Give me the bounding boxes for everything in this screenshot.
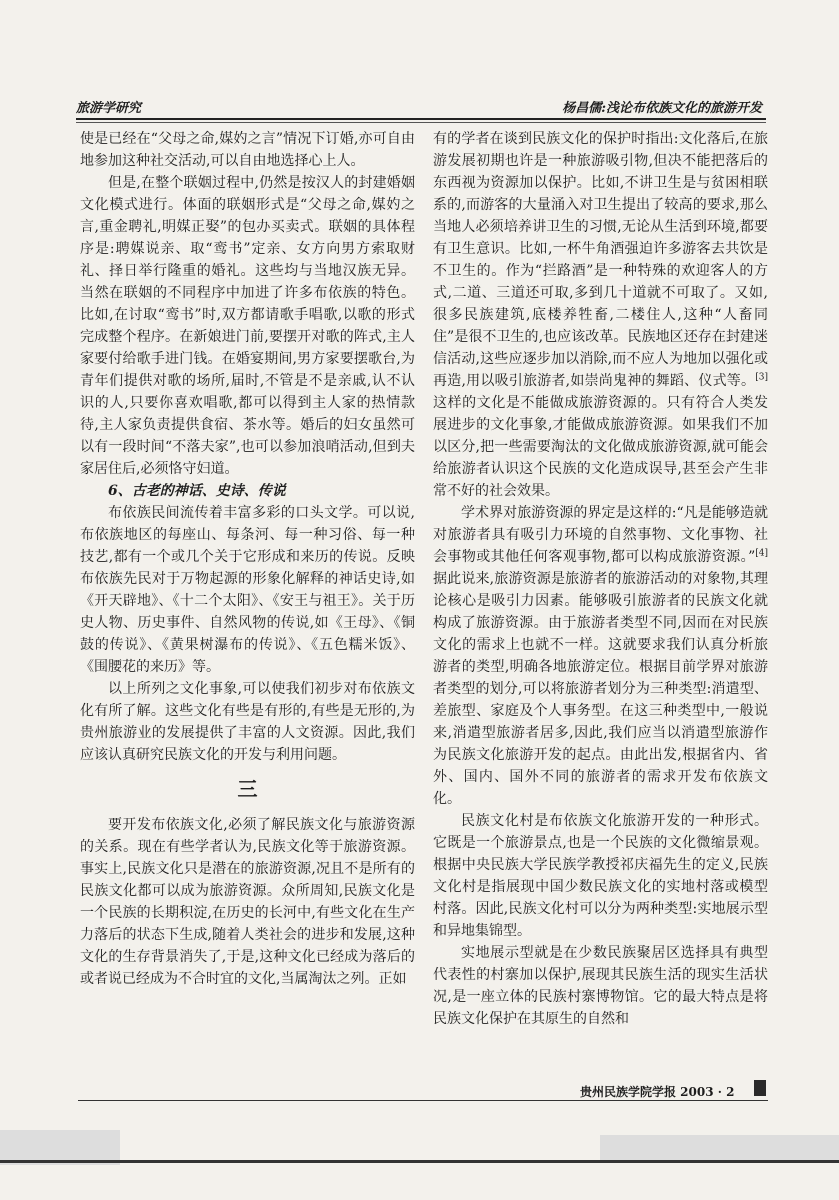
paragraph <box>80 172 415 480</box>
paragraph-text: 6、古老的神话、史诗、传说 <box>108 483 286 499</box>
scan-edge <box>0 1160 839 1163</box>
article-title: 杨昌儒:浅论布依族文化的旅游开发 <box>562 101 762 116</box>
journal-section: 旅游学研究 <box>76 101 142 116</box>
paragraph <box>80 502 415 678</box>
subsection-heading <box>80 480 415 502</box>
section-heading <box>80 774 415 804</box>
page-number-box <box>754 1080 766 1096</box>
paragraph-text: 但是,在整个联姻过程中,仍然是按汉人的封建婚姻文化模式进行。体面的联姻形式是“父母之命,媒妁之言,重金聘礼,明媒正娶”的包办买卖式。联姻的具体程序是:聘媒说亲、取“鸾书”定亲、女方向男方索取财礼、择日举行隆重的婚礼。这些均与当地汉族无异。当然在联姻的不同程序中加进了许多布依族的特色。比如,在讨取“鸾书”时,双方都请歌手唱歌,以歌的形式完成整个程序。在新娘进门前,要摆开对歌的阵式,主人家要付给歌手进门钱。在婚宴期间,男方家要摆歌台,为青年们提供对歌的场所,届时,不管是不是亲戚,认不认识的人,只要你喜欢唱歌,都可以得到主人家的热情款待,主人家负责提供食宿、茶水等。婚后的妇女虽然可以有一段时间“不落夫家”,也可以参加浪哨活动,但到夫家居住后,必须恪守妇道。 <box>80 175 415 477</box>
footer-journal: 贵州民族学院学报 2003 · 2 <box>580 1085 735 1099</box>
paragraph <box>80 128 415 172</box>
citation-ref: [4] <box>755 548 768 559</box>
paragraph-text: 实地展示型就是在少数民族聚居区选择具有典型代表性的村寨加以保护,展现其民族生活的现实生活状况,是一座立体的民族村寨博物馆。它的最大特点是将民族文化保护在其原生的自然和 <box>433 945 768 1027</box>
right-column <box>433 128 768 1030</box>
paragraph <box>433 128 768 502</box>
header-rule-thin <box>76 122 766 123</box>
paragraph <box>433 942 768 1030</box>
paragraph <box>433 502 768 810</box>
citation-ref: [3] <box>755 372 768 383</box>
paragraph-text: 以上所列之文化事象,可以使我们初步对布依族文化有所了解。这些文化有些是有形的,有些是无形的,为贵州旅游业的发展提供了丰富的人文资源。因此,我们应该认真研究民族文化的开发与利用问题。 <box>80 681 415 763</box>
paragraph <box>80 814 415 990</box>
paragraph-text: 有的学者在谈到民族文化的保护时指出:文化落后,在旅游发展初期也许是一种旅游吸引物,但决不能把落后的东西视为资源加以保护。比如,不讲卫生是与贫困相联系的,而游客的大量涌入对卫生提出了较高的要求,那么当地人必须培养讲卫生的习惯,无论从生活到环境,都要有卫生意识。比如,一杯牛角酒强迫许多游客去共饮是不卫生的。作为“拦路酒”是一种特殊的欢迎客人的方式,二道、三道还可取,多到几十道就不可取了。又如,很多民族建筑,底楼养牲畜,二楼住人,这种“人畜同住”是很不卫生的,也应该改革。民族地区还存在封建迷信活动,这些应逐步加以消除,而不应人为地加以强化或再造,用以吸引旅游者,如崇尚鬼神的舞蹈、仪式等。 <box>433 131 768 389</box>
paragraph-text: 布依族民间流传着丰富多彩的口头文学。可以说,布依族地区的每座山、每条河、每一种习俗、每一种技艺,都有一个或几个关于它形成和来历的传说。反映布依族先民对于万物起源的形象化解释的神话史诗,如《开天辟地》、《十二个太阳》、《安王与祖王》。关于历史人物、历史事件、自然风物的传说,如《王母》、《铜鼓的传说》、《黄果树瀑布的传说》、《五色糯米饭》、《围腰花的来历》等。 <box>80 505 415 675</box>
scan-artifact <box>600 1135 839 1160</box>
paragraph <box>433 810 768 942</box>
running-header <box>76 95 762 117</box>
paragraph-text: 使是已经在“父母之命,媒妁之言”情况下订婚,亦可自由地参加这种社交活动,可以自由地选择心上人。 <box>80 131 415 169</box>
paragraph-text: 要开发布依族文化,必须了解民族文化与旅游资源的关系。现在有些学者认为,民族文化等于旅游资源。事实上,民族文化只是潜在的旅游资源,况且不是所有的民族文化都可以成为旅游资源。众所周知,民族文化是一个民族的长期积淀,在历史的长河中,有些文化在生产力落后的状态下生成,随着人类社会的进步和发展,这种文化的生存背景消失了,于是,这种文化已经成为落后的或者说已经成为不合时宜的文化,当属淘汰之列。正如 <box>80 817 415 987</box>
paragraph-text: 民族文化村是布依族文化旅游开发的一种形式。它既是一个旅游景点,也是一个民族的文化微缩景观。根据中央民族大学民族学教授祁庆福先生的定义,民族文化村是指展现中国少数民族文化的实地村落或模型村落。因此,民族文化村可以分为两种类型:实地展示型和异地集锦型。 <box>433 813 768 939</box>
header-rule <box>76 118 766 120</box>
paragraph <box>80 678 415 766</box>
left-column <box>80 128 415 990</box>
paragraph-text: 这样的文化是不能做成旅游资源的。只有符合人类发展进步的文化事象,才能做成旅游资源。如果我们不加以区分,把一些需要淘汰的文化做成旅游资源,就可能会给旅游者认识这个民族的文化造成误导,甚至会产生非常不好的社会效果。 <box>433 395 768 499</box>
paragraph-text: 三 <box>237 777 258 801</box>
paragraph-text: 据此说来,旅游资源是旅游者的旅游活动的对象物,其理论核心是吸引力因素。能够吸引旅游者的民族文化就构成了旅游资源。由于旅游者类型不同,因而在对民族文化的需求上也就不一样。这就要求我们认真分析旅游者的类型,明确各地旅游定位。根据目前学界对旅游者类型的划分,可以将旅游者划分为三种类型:消遣型、差旅型、家庭及个人事务型。在这三种类型中,一般说来,消遣型旅游者居多,因此,我们应当以消遣型旅游作为民族文化旅游开发的起点。由此出发,根据省内、省外、国内、国外不同的旅游者的需求开发布依族文化。 <box>433 571 768 807</box>
paragraph-text: 学术界对旅游资源的界定是这样的:“凡是能够造就对旅游者具有吸引力环境的自然事物、文化事物、社会事物或其他任何客观事物,都可以构成旅游资源。” <box>433 505 768 565</box>
footer-rule <box>78 1100 768 1101</box>
